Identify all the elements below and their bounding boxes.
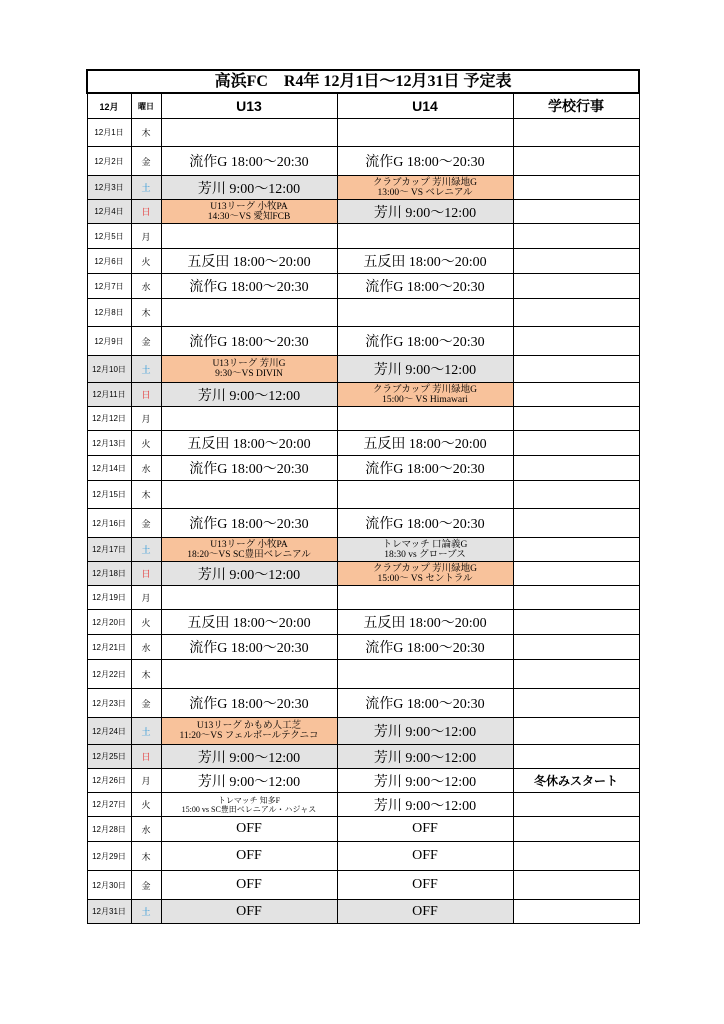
date-cell: 12月20日: [87, 610, 131, 635]
u14-event-line: クラブカップ 芳川緑地G: [372, 177, 478, 188]
u13-event-line: OFF: [236, 821, 262, 836]
u14-event-cell: [337, 660, 513, 689]
school-event-cell: [513, 793, 639, 817]
school-event-cell: [513, 119, 639, 147]
u13-event-cell: [161, 176, 337, 200]
u14-event-cell: [337, 383, 513, 407]
u14-event-cell: [337, 689, 513, 718]
header-day-of-week: 曜日: [131, 93, 161, 119]
u14-event-cell: [337, 817, 513, 842]
school-event-cell: [513, 249, 639, 274]
u13-event-cell: [161, 900, 337, 924]
school-event-cell: [513, 610, 639, 635]
u14-event-cell: [337, 481, 513, 509]
day-of-week-cell: 土: [131, 356, 161, 383]
day-of-week-cell: 金: [131, 871, 161, 900]
date-cell: 12月18日: [87, 562, 131, 586]
u13-event-line: 流作G 18:00～20:30: [189, 462, 309, 477]
u13-event-cell: [161, 456, 337, 481]
u13-event-cell: [161, 586, 337, 610]
u14-event-cell: [337, 200, 513, 224]
u14-event-line: 13:00～ VS ベレニアル: [377, 187, 473, 198]
u13-event-line: OFF: [236, 903, 262, 919]
schedule-row: [87, 817, 639, 842]
day-of-week-cell: 水: [131, 274, 161, 299]
date-cell: 12月14日: [87, 456, 131, 481]
u14-event-line: 五反田 18:00～20:00: [363, 437, 487, 452]
school-event-cell: [513, 383, 639, 407]
u13-event-cell: [161, 274, 337, 299]
day-of-week-cell: 金: [131, 689, 161, 718]
day-of-week-cell: 日: [131, 383, 161, 407]
schedule-row: [87, 356, 639, 383]
u13-event-line: U13リーグ 芳川G: [212, 359, 286, 369]
u14-event-line: OFF: [412, 903, 438, 919]
u14-event-cell: [337, 119, 513, 147]
school-event-cell: [513, 456, 639, 481]
u13-event-line: U13リーグ 小牧PA: [210, 539, 288, 550]
u14-event-cell: [337, 431, 513, 456]
date-cell: 12月25日: [87, 745, 131, 769]
u13-event-cell: [161, 635, 337, 660]
schedule-row: [87, 327, 639, 356]
u14-event-line: OFF: [412, 848, 438, 863]
date-cell: 12月1日: [87, 119, 131, 147]
u13-event-line: 芳川 9:00～12:00: [197, 750, 301, 766]
u13-event-cell: [161, 356, 337, 383]
u13-event-cell: [161, 509, 337, 538]
u13-event-line: 18:20～VS SC豊田ベレニアル: [187, 549, 311, 560]
u13-event-line: 五反田 18:00～20:00: [187, 437, 311, 452]
u13-event-line: 芳川 9:00～12:00: [197, 388, 301, 404]
schedule-row: [87, 224, 639, 249]
date-cell: 12月27日: [87, 793, 131, 817]
header-month: 12月: [87, 93, 131, 119]
date-cell: 12月12日: [87, 407, 131, 431]
u14-event-cell: [337, 538, 513, 562]
u14-event-line: 芳川 9:00～12:00: [373, 725, 477, 740]
u13-event-line: トレマッチ 知多F: [217, 795, 281, 805]
date-cell: 12月4日: [87, 200, 131, 224]
schedule-row: [87, 147, 639, 176]
u14-event-line: 流作G 18:00～20:30: [365, 335, 485, 350]
u14-event-cell: [337, 407, 513, 431]
day-of-week-cell: 木: [131, 481, 161, 509]
u13-event-line: 15:00 vs SC豊田ベレニアル・ハジャス: [181, 804, 317, 814]
u13-event-line: U13リーグ かもめ人工芝: [196, 721, 302, 731]
day-of-week-cell: 日: [131, 200, 161, 224]
schedule-row: [87, 200, 639, 224]
schedule-row: [87, 431, 639, 456]
schedule-row: [87, 481, 639, 509]
u13-event-line: 芳川 9:00～12:00: [197, 181, 301, 197]
u13-event-line: 流作G 18:00～20:30: [189, 697, 309, 712]
u13-event-line: U13リーグ 小牧PA: [210, 201, 288, 212]
u13-event-cell: [161, 769, 337, 793]
date-cell: 12月29日: [87, 842, 131, 871]
u14-event-cell: [337, 745, 513, 769]
u13-event-cell: [161, 817, 337, 842]
date-cell: 12月7日: [87, 274, 131, 299]
u14-event-cell: [337, 871, 513, 900]
u13-event-cell: [161, 793, 337, 817]
u14-event-cell: [337, 356, 513, 383]
u14-event-line: 流作G 18:00～20:30: [365, 280, 485, 295]
u14-event-cell: [337, 147, 513, 176]
u14-event-cell: [337, 900, 513, 924]
schedule-row: [87, 842, 639, 871]
date-cell: 12月10日: [87, 356, 131, 383]
schedule-table: [86, 69, 640, 924]
u14-event-cell: [337, 769, 513, 793]
school-event-cell: [513, 147, 639, 176]
date-cell: 12月16日: [87, 509, 131, 538]
schedule-row: [87, 660, 639, 689]
u14-event-line: OFF: [412, 877, 438, 892]
day-of-week-cell: 火: [131, 431, 161, 456]
header-u13: U13: [161, 93, 337, 119]
u14-event-line: 流作G 18:00～20:30: [365, 697, 485, 712]
u13-event-line: 流作G 18:00～20:30: [189, 335, 309, 350]
u14-event-cell: [337, 176, 513, 200]
u14-event-line: OFF: [412, 821, 438, 836]
day-of-week-cell: 木: [131, 119, 161, 147]
u14-event-cell: [337, 635, 513, 660]
school-event-cell: [513, 586, 639, 610]
u13-event-line: 9:30～VS DIVIN: [215, 369, 283, 379]
school-event-cell: [513, 660, 639, 689]
u14-event-line: 芳川 9:00～12:00: [373, 205, 477, 221]
school-event-cell: [513, 538, 639, 562]
u14-event-line: 芳川 9:00～12:00: [373, 798, 477, 814]
u14-event-line: 15:00～ VS セントラル: [377, 573, 473, 584]
schedule-row: [87, 562, 639, 586]
date-cell: 12月28日: [87, 817, 131, 842]
u14-event-line: 流作G 18:00～20:30: [365, 155, 485, 170]
date-cell: 12月8日: [87, 299, 131, 327]
date-cell: 12月21日: [87, 635, 131, 660]
u13-event-cell: [161, 481, 337, 509]
u13-event-cell: [161, 147, 337, 176]
day-of-week-cell: 金: [131, 147, 161, 176]
date-cell: 12月19日: [87, 586, 131, 610]
date-cell: 12月26日: [87, 769, 131, 793]
school-event-cell: [513, 224, 639, 249]
school-event-cell: [513, 327, 639, 356]
u14-event-cell: [337, 562, 513, 586]
day-of-week-cell: 水: [131, 635, 161, 660]
school-event-cell: [513, 689, 639, 718]
schedule-row: [87, 745, 639, 769]
u14-event-cell: [337, 842, 513, 871]
day-of-week-cell: 月: [131, 586, 161, 610]
school-event-cell: [513, 299, 639, 327]
day-of-week-cell: 土: [131, 718, 161, 745]
day-of-week-cell: 月: [131, 407, 161, 431]
day-of-week-cell: 日: [131, 745, 161, 769]
u14-event-line: クラブカップ 芳川緑地G: [372, 563, 478, 574]
schedule-row: [87, 586, 639, 610]
u14-event-cell: [337, 586, 513, 610]
date-cell: 12月15日: [87, 481, 131, 509]
date-cell: 12月30日: [87, 871, 131, 900]
u13-event-line: OFF: [236, 848, 262, 863]
u14-event-cell: [337, 327, 513, 356]
u14-event-line: 15:00～ VS Himawari: [382, 394, 468, 405]
day-of-week-cell: 金: [131, 327, 161, 356]
schedule-row: [87, 718, 639, 745]
u13-event-cell: [161, 538, 337, 562]
u13-event-cell: [161, 119, 337, 147]
schedule-row: [87, 456, 639, 481]
u14-event-cell: [337, 274, 513, 299]
school-event-cell: [513, 635, 639, 660]
day-of-week-cell: 木: [131, 660, 161, 689]
day-of-week-cell: 木: [131, 299, 161, 327]
u13-event-cell: [161, 224, 337, 249]
date-cell: 12月3日: [87, 176, 131, 200]
schedule-row: [87, 274, 639, 299]
u14-event-line: 芳川 9:00～12:00: [373, 774, 477, 790]
day-of-week-cell: 火: [131, 249, 161, 274]
day-of-week-cell: 土: [131, 176, 161, 200]
day-of-week-cell: 日: [131, 562, 161, 586]
u13-event-cell: [161, 249, 337, 274]
school-event-cell: [513, 745, 639, 769]
schedule-row: [87, 689, 639, 718]
u14-event-line: クラブカップ 芳川緑地G: [372, 384, 478, 395]
school-event-cell: [513, 274, 639, 299]
day-of-week-cell: 土: [131, 538, 161, 562]
u14-event-cell: [337, 610, 513, 635]
u13-event-line: 14:30～VS 愛知FCB: [207, 211, 291, 222]
schedule-row: [87, 249, 639, 274]
u14-event-cell: [337, 299, 513, 327]
schedule-row: [87, 793, 639, 817]
date-cell: 12月31日: [87, 900, 131, 924]
u13-event-line: 芳川 9:00～12:00: [197, 567, 301, 583]
date-cell: 12月22日: [87, 660, 131, 689]
page-title: 高浜FC R4年 12月1日～12月31日 予定表: [87, 70, 639, 93]
schedule-row: [87, 119, 639, 147]
schedule-row: [87, 176, 639, 200]
u13-event-cell: [161, 718, 337, 745]
school-event-cell: [513, 871, 639, 900]
schedule-row: [87, 871, 639, 900]
u14-event-line: トレマッチ 口論義G: [382, 539, 468, 550]
schedule-row: [87, 538, 639, 562]
u13-event-cell: [161, 200, 337, 224]
date-cell: 12月23日: [87, 689, 131, 718]
school-event-cell: [513, 842, 639, 871]
u13-event-cell: [161, 871, 337, 900]
u14-event-cell: [337, 224, 513, 249]
school-event-cell: [513, 718, 639, 745]
u13-event-cell: [161, 299, 337, 327]
u13-event-line: 流作G 18:00～20:30: [189, 641, 309, 656]
schedule-row: [87, 299, 639, 327]
u13-event-line: 流作G 18:00～20:30: [189, 155, 309, 170]
u14-event-line: 流作G 18:00～20:30: [365, 517, 485, 532]
date-cell: 12月11日: [87, 383, 131, 407]
u13-event-cell: [161, 407, 337, 431]
schedule-body: [87, 119, 639, 924]
date-cell: 12月5日: [87, 224, 131, 249]
schedule-row: [87, 610, 639, 635]
date-cell: 12月6日: [87, 249, 131, 274]
day-of-week-cell: 水: [131, 817, 161, 842]
day-of-week-cell: 水: [131, 456, 161, 481]
u14-event-line: 流作G 18:00～20:30: [365, 462, 485, 477]
u14-event-cell: [337, 718, 513, 745]
u14-event-cell: [337, 793, 513, 817]
day-of-week-cell: 金: [131, 509, 161, 538]
u13-event-cell: [161, 327, 337, 356]
u14-event-line: 芳川 9:00～12:00: [373, 750, 477, 766]
u13-event-line: 五反田 18:00～20:00: [187, 255, 311, 270]
u14-event-line: 五反田 18:00～20:00: [363, 255, 487, 270]
header-u14: U14: [337, 93, 513, 119]
schedule-row: [87, 509, 639, 538]
u13-event-cell: [161, 562, 337, 586]
u14-event-cell: [337, 249, 513, 274]
u14-event-cell: [337, 509, 513, 538]
date-cell: 12月24日: [87, 718, 131, 745]
schedule-row: [87, 769, 639, 793]
u13-event-line: OFF: [236, 877, 262, 892]
u14-event-line: 五反田 18:00～20:00: [363, 616, 487, 631]
school-event-cell: [513, 431, 639, 456]
date-cell: 12月9日: [87, 327, 131, 356]
school-event-cell: [513, 481, 639, 509]
school-event-cell: [513, 356, 639, 383]
column-header-row: [87, 93, 639, 119]
u13-event-cell: [161, 610, 337, 635]
school-event-cell: 冬休みスタート: [513, 769, 639, 793]
school-event-cell: [513, 200, 639, 224]
school-event-cell: [513, 562, 639, 586]
day-of-week-cell: 月: [131, 769, 161, 793]
u13-event-line: 流作G 18:00～20:30: [189, 517, 309, 532]
schedule-row: [87, 900, 639, 924]
u13-event-line: 流作G 18:00～20:30: [189, 280, 309, 295]
schedule-row: [87, 383, 639, 407]
u14-event-line: 18:30 vs グローブス: [384, 549, 466, 560]
u14-event-line: 芳川 9:00～12:00: [373, 363, 477, 378]
day-of-week-cell: 火: [131, 610, 161, 635]
day-of-week-cell: 月: [131, 224, 161, 249]
day-of-week-cell: 火: [131, 793, 161, 817]
u13-event-cell: [161, 689, 337, 718]
u13-event-line: 五反田 18:00～20:00: [187, 616, 311, 631]
header-school-events: 学校行事: [513, 93, 639, 119]
school-event-cell: [513, 509, 639, 538]
school-event-cell: [513, 407, 639, 431]
school-event-cell: [513, 817, 639, 842]
school-event-cell: [513, 176, 639, 200]
u14-event-line: 流作G 18:00～20:30: [365, 641, 485, 656]
u13-event-cell: [161, 745, 337, 769]
schedule-row: [87, 635, 639, 660]
u13-event-cell: [161, 383, 337, 407]
schedule-row: [87, 407, 639, 431]
date-cell: 12月2日: [87, 147, 131, 176]
date-cell: 12月17日: [87, 538, 131, 562]
date-cell: 12月13日: [87, 431, 131, 456]
u13-event-cell: [161, 431, 337, 456]
u13-event-cell: [161, 660, 337, 689]
u13-event-line: 11:20～VS フェルボールテクニコ: [179, 731, 319, 741]
school-event-cell: [513, 900, 639, 924]
day-of-week-cell: 土: [131, 900, 161, 924]
u13-event-cell: [161, 842, 337, 871]
day-of-week-cell: 木: [131, 842, 161, 871]
u14-event-cell: [337, 456, 513, 481]
u13-event-line: 芳川 9:00～12:00: [197, 774, 301, 790]
